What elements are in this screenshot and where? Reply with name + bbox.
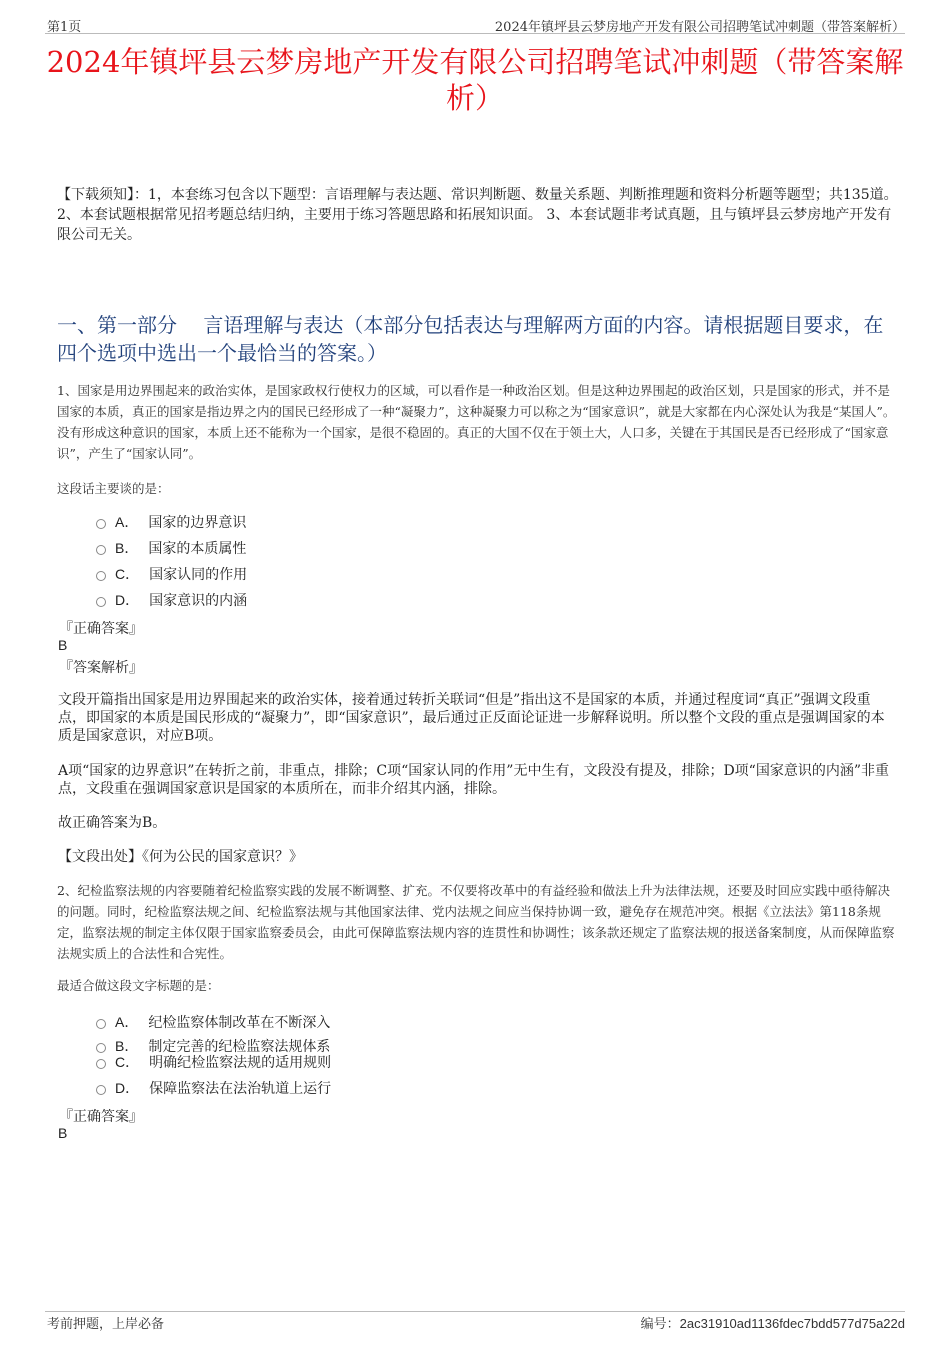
page-title: 2024年镇坪县云梦房地产开发有限公司招聘笔试冲刺题（带答案解析）: [46, 45, 904, 115]
option-text: 纪检监察体制改革在不断深入: [148, 1015, 331, 1031]
radio-icon[interactable]: [96, 1085, 106, 1095]
radio-icon[interactable]: [96, 545, 106, 555]
download-notice: 【下载须知】：1，本套练习包含以下题型：言语理解与表达题、常识判断题、数量关系题、判断推理题和资料分析题等题型；共135道。 2、本套试题根据常见招考题总结归纳，主要用于练习答题思路和拓展知识面。 3、本套试题非考试真题，且与镇坪县云梦房地产开发有限公司无关。: [57, 187, 898, 243]
option-text: 保障监察法在法治轨道上运行: [149, 1081, 332, 1097]
radio-icon[interactable]: [96, 571, 106, 581]
header-divider: [45, 33, 905, 34]
question-2-option-c[interactable]: [96, 1052, 331, 1072]
footer-code: [641, 1313, 905, 1332]
option-letter: D．: [115, 592, 140, 608]
question-1-option-b[interactable]: [96, 538, 246, 558]
option-letter: A．: [115, 514, 139, 530]
option-text: 制定完善的纪检监察法规体系: [148, 1039, 331, 1055]
header-doc-title: 2024年镇坪县云梦房地产开发有限公司招聘笔试冲刺题（带答案解析）: [494, 20, 905, 35]
question-2-answer-label: 『正确答案』: [59, 1109, 143, 1125]
question-2-option-d[interactable]: [96, 1078, 331, 1098]
footer-divider: [45, 1311, 905, 1312]
code-label: 编号：: [640, 1317, 680, 1332]
radio-icon[interactable]: [96, 1059, 106, 1069]
question-1-option-c[interactable]: [96, 564, 247, 584]
code-value: 2ac31910ad1136fdec7bdd577d75a22d: [679, 1316, 905, 1331]
option-letter: D．: [115, 1080, 140, 1096]
option-text: 国家意识的内涵: [149, 593, 248, 609]
question-1-answer: B: [58, 637, 68, 653]
question-1-answer-label: 『正确答案』: [59, 621, 143, 637]
option-text: 国家认同的作用: [149, 567, 248, 583]
question-1-conclusion: 故正确答案为B。: [58, 815, 167, 831]
page-number: 第1页: [47, 20, 82, 35]
section-heading: 一、第一部分 言语理解与表达（本部分包括表达与理解两方面的内容。请根据题目要求，在四个选项中选出一个最恰当的答案。）: [57, 313, 884, 365]
option-letter: B．: [115, 1038, 139, 1054]
footer-slogan: 考前押题，上岸必备: [47, 1317, 165, 1332]
question-1-analysis-label: 『答案解析』: [59, 660, 143, 676]
question-2-option-a[interactable]: [96, 1012, 330, 1032]
question-2-prompt: 最适合做这段文字标题的是：: [57, 978, 220, 993]
question-1-option-d[interactable]: [96, 590, 247, 610]
question-1-analysis-paragraph: A项“国家的边界意识”在转折之前，非重点，排除；C项“国家认同的作用”无中生有，文段没有提及，排除；D项“国家意识的内涵”非重点，文段重在强调国家意识是国家的本质所在，而非介绍其内涵，排除。: [58, 763, 889, 797]
question-1-prompt: 这段话主要谈的是：: [57, 481, 170, 496]
radio-icon[interactable]: [96, 1019, 106, 1029]
radio-icon[interactable]: [96, 597, 106, 607]
question-1-analysis-paragraph: 文段开篇指出国家是用边界围起来的政治实体，接着通过转折关联词“但是”指出这不是国家的本质，并通过程度词“真正”强调文段重点，即国家的本质是国民形成的“凝聚力”，即“国家意识”，最后通过正反面论证进一步解释说明。所以整个文段的重点是强调国家的本质是国家意识，对应B项。: [58, 692, 885, 744]
option-text: 国家的本质属性: [148, 541, 247, 557]
question-2-passage: 2、纪检监察法规的内容要随着纪检监察实践的发展不断调整、扩充。不仅要将改革中的有益经验和做法上升为法律法规，还要及时回应实践中亟待解决的问题。同时，纪检监察法规之间、纪检监察法规与其他国家法律、党内法规之间应当保持协调一致，避免存在规范冲突。根据《立法法》第118条规定，监察法规的制定主体仅限于国家监察委员会，由此可保障监察法规内容的连贯性和协调性；该条款还规定了监察法规的报送备案制度，从而保障监察法规实质上的合法性和合宪性。: [57, 883, 895, 961]
option-text: 明确纪检监察法规的适用规则: [149, 1055, 332, 1071]
question-1-passage: 1、国家是用边界围起来的政治实体，是国家政权行使权力的区域，可以看作是一种政治区划。但是这种边界围起的政治区划，只是国家的形式，并不是国家的本质，真正的国家是指边界之内的国民已经形成了一种“凝聚力”，这种凝聚力可以称之为“国家意识”，就是大家都在内心深处认为我是“某国人”。没有形成这种意识的国家，本质上还不能称为一个国家，是很不稳固的。真正的大国不仅在于领土大，人口多，关键在于其国民是否已经形成了“国家意识”，产生了“国家认同”。: [57, 383, 896, 461]
option-letter: C．: [115, 1054, 140, 1070]
question-2-answer: B: [58, 1125, 68, 1141]
radio-icon[interactable]: [96, 519, 106, 529]
option-letter: C．: [115, 566, 140, 582]
option-letter: A．: [115, 1014, 139, 1030]
option-text: 国家的边界意识: [148, 515, 247, 531]
question-1-option-a[interactable]: [96, 512, 246, 532]
question-1-source: 【文段出处】《何为公民的国家意识？》: [58, 849, 303, 865]
option-letter: B．: [115, 540, 139, 556]
